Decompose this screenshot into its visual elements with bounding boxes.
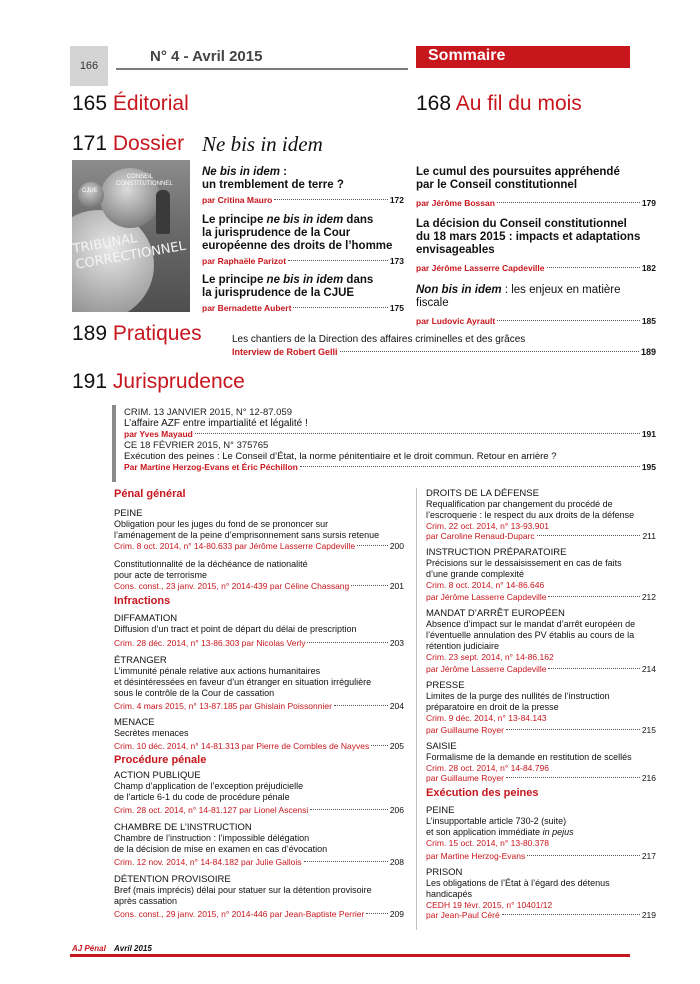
juris-title: L’affaire AZF entre impartialité et légalité ! — [124, 418, 308, 429]
section-number: 189 — [72, 322, 108, 345]
juris-entry-2[interactable] — [124, 440, 656, 472]
article-title: La décision du Conseil constitutionnel — [416, 218, 627, 230]
footer-journal: AJ Pénal — [72, 944, 106, 953]
man-figure — [156, 190, 170, 234]
entry-ref: Crim. 9 déc. 2014, n° 13-84.143 — [426, 713, 547, 723]
entry-page: 201 — [389, 581, 404, 591]
entry-page: 214 — [641, 664, 656, 674]
column-divider — [416, 488, 417, 930]
article-page: 195 — [641, 462, 656, 472]
article-title: Le principe — [202, 274, 267, 286]
subcategory: DÉTENTION PROVISOIRE — [114, 874, 231, 885]
article-page: 185 — [641, 316, 656, 326]
section-au-fil[interactable] — [416, 92, 582, 116]
subcategory: ÉTRANGER — [114, 655, 167, 666]
article-author: Interview de Robert Gelli — [232, 347, 338, 357]
dossier-illustration — [72, 160, 190, 312]
entry-text: pour acte de terrorisme — [114, 570, 208, 580]
jurisprudence-box — [112, 405, 656, 482]
subcategory: DROITS DE LA DÉFENSE — [426, 488, 539, 499]
entry-mandat[interactable] — [426, 608, 656, 674]
subcategory: PRESSE — [426, 680, 465, 691]
entry-peine[interactable] — [114, 508, 404, 551]
entry-page: 211 — [642, 531, 656, 541]
section-number: 168 — [416, 92, 452, 115]
article-author: par Critina Mauro — [202, 195, 273, 205]
entry-text: l’éventuelle annulation des PV établis au cours de la — [426, 630, 635, 640]
pratiques-article[interactable] — [232, 334, 656, 357]
juris-ref: CE 18 FÉVRIER 2015, N° 375765 — [124, 440, 269, 451]
entry-author: par Caroline Renaud-Duparc — [426, 531, 535, 541]
entry-instruction[interactable] — [426, 547, 656, 602]
ball-shape — [78, 182, 104, 208]
article-author: par Yves Mayaud — [124, 429, 193, 439]
entry-page: 217 — [641, 851, 656, 861]
entry-page: 204 — [389, 701, 404, 711]
section-number: 191 — [72, 370, 108, 393]
entry-ref: Crim. 28 oct. 2014, n° 14-84.796 — [426, 763, 549, 773]
entry-text: Secrètes menaces — [114, 728, 189, 738]
entry-page: 208 — [389, 857, 404, 867]
section-jurisprudence[interactable] — [72, 370, 245, 394]
entry-text: préparatoire en droit de la presse — [426, 702, 559, 712]
entry-saisie[interactable] — [426, 741, 656, 783]
entry-text: Limites de la purge des nullités de l’instruction — [426, 691, 610, 701]
category-heading: Exécution des peines — [426, 787, 539, 799]
entry-ref: Cons. const., 23 janv. 2015, n° 2014-439 par Céline Chassang — [114, 581, 350, 591]
section-label: Éditorial — [112, 92, 189, 115]
entry-constitutionnalite[interactable] — [114, 559, 404, 591]
entry-ref: Crim. 4 mars 2015, n° 13-87.185 par Ghislain Poissonnier — [114, 701, 332, 711]
section-number: 171 — [72, 132, 108, 155]
entry-page: 209 — [389, 909, 404, 919]
sommaire-banner: Sommaire — [416, 46, 630, 68]
article-page: 182 — [641, 263, 656, 273]
subcategory: MANDAT D’ARRÊT EUROPÉEN — [426, 608, 565, 619]
entry-page: 206 — [389, 805, 404, 815]
entry-ref: Cons. const., 29 janv. 2015, n° 2014-446 par Jean-Baptiste Perrier — [114, 909, 365, 919]
entry-ref: Crim. 23 sept. 2014, n° 14-86.162 — [426, 652, 554, 662]
entry-page: 205 — [389, 741, 404, 751]
entry-text: d’une grande complexité — [426, 569, 525, 579]
entry-diffamation[interactable] — [114, 613, 404, 648]
caption-cjue: CJUE — [82, 188, 98, 194]
article-title: un tremblement de terre ? — [202, 179, 344, 191]
entry-text: Les obligations de l’État à l’égard des détenus handicapés — [426, 878, 610, 899]
article-author: Par Martine Herzog-Evans et Éric Péchillon — [124, 462, 298, 472]
article-title: du 18 mars 2015 : impacts et adaptations — [416, 231, 641, 243]
subcategory: PEINE — [114, 508, 143, 519]
footer-rule-left — [70, 954, 418, 957]
article-author: par Jérôme Bossan — [416, 198, 495, 208]
issue-label: N° 4 - Avril 2015 — [116, 46, 408, 70]
entry-text: L’immunité pénale relative aux actions humanitaires — [114, 666, 321, 676]
entry-ref: Crim. 8 oct. 2014, n° 14-86.646 — [426, 580, 545, 590]
section-pratiques[interactable] — [72, 322, 202, 346]
article-author: par Bernadette Aubert — [202, 303, 292, 313]
category-heading: Pénal général — [114, 488, 186, 500]
article-author: par Ludovic Ayrault — [416, 316, 496, 326]
entry-ref: Crim. 22 oct. 2014, n° 13-93.901 — [426, 521, 549, 531]
entry-text: Diffusion d’un tract et point de départ du délai de prescription — [114, 624, 357, 634]
entry-author: par Guillaume Royer — [426, 773, 504, 783]
article-title: Les chantiers de la Direction des affaires criminelles et des grâces — [232, 334, 526, 345]
entry-page: 216 — [641, 773, 656, 783]
entry-text: Bref (mais imprécis) délai pour statuer sur la détention provisoire — [114, 885, 372, 895]
entry-ref: Crim. 15 oct. 2014, n° 13-80.378 — [426, 838, 549, 848]
article-author: par Raphaële Parizot — [202, 256, 287, 266]
entry-author: par Jérôme Lasserre Capdeville — [426, 664, 547, 674]
entry-droits-defense[interactable] — [426, 488, 656, 541]
caption-conseil: CONSEIL CONSTITUTIONNEL — [116, 174, 173, 187]
entry-text: et désintéressées en faveur d’un étranger en situation irrégulière — [114, 677, 372, 687]
entry-text: Précisions sur le dessaisissement en cas de faits — [426, 558, 622, 568]
category-heading: Infractions — [114, 595, 171, 607]
article-title: Le principe — [202, 214, 267, 226]
subcategory: INSTRUCTION PRÉPARATOIRE — [426, 547, 567, 558]
section-number: 165 — [72, 92, 108, 115]
section-editorial[interactable] — [72, 92, 189, 116]
article-title-italic: ne bis in idem — [266, 214, 344, 226]
article-title-italic: Ne bis in idem — [202, 166, 280, 178]
entry-ref: Crim. 8 oct. 2014, n° 14-80.633 par Jérôme Lasserre Capdeville — [114, 541, 356, 551]
dossier-article-3[interactable] — [202, 274, 404, 313]
juris-title: Exécution des peines : Le Conseil d’État, la norme pénitentiaire et le droit commun. Retour en arrière ? — [124, 451, 557, 462]
article-title: : — [279, 166, 287, 178]
article-title: envisageables — [416, 244, 495, 256]
article-page: 173 — [389, 256, 404, 266]
entry-etranger[interactable] — [114, 655, 404, 711]
dossier-article-6[interactable] — [416, 284, 656, 326]
subcategory: ACTION PUBLIQUE — [114, 770, 201, 781]
entry-chambre[interactable] — [114, 822, 404, 867]
page-number: 166 — [79, 60, 99, 72]
category-heading: Procédure pénale — [114, 754, 207, 766]
article-title: la jurisprudence de la CJUE — [202, 287, 355, 299]
entry-ref: Crim. 28 déc. 2014, n° 13-86.303 par Nicolas Verly — [114, 638, 306, 648]
subcategory: PRISON — [426, 867, 463, 878]
entry-author: par Martine Herzog-Evans — [426, 851, 526, 861]
entry-action-publique[interactable] — [114, 770, 404, 815]
entry-text-italic: in pejus — [542, 827, 574, 837]
article-title: européenne des droits de l’homme — [202, 240, 393, 252]
entry-text: Formalisme de la demande en restitution de scellés — [426, 752, 632, 762]
left-column — [114, 488, 404, 919]
article-page: 172 — [389, 195, 404, 205]
section-dossier[interactable] — [72, 132, 184, 156]
article-author: par Jérôme Lasserre Capdeville — [416, 263, 545, 273]
article-title: dans — [343, 214, 374, 226]
article-title: par le Conseil constitutionnel — [416, 179, 578, 191]
entry-page: 203 — [389, 638, 404, 648]
entry-text: de l’article 6-1 du code de procédure pénale — [114, 792, 290, 802]
entry-author: par Guillaume Royer — [426, 725, 504, 735]
article-page: 179 — [641, 198, 656, 208]
article-page: 189 — [640, 347, 656, 357]
juris-ref: CRIM. 13 JANVIER 2015, N° 12-87.059 — [124, 407, 293, 418]
article-title: Le cumul des poursuites appréhendé — [416, 166, 620, 178]
entry-page: 219 — [641, 910, 656, 920]
entry-page: 215 — [641, 725, 656, 735]
dossier-article-5[interactable] — [416, 218, 656, 273]
entry-page: 212 — [641, 592, 656, 602]
entry-menace[interactable] — [114, 717, 404, 751]
entry-text: Obligation pour les juges du fond de se prononcer sur — [114, 519, 329, 529]
entry-text: rétention judiciaire — [426, 641, 500, 651]
entry-ref: Crim. 12 nov. 2014, n° 14-84.182 par Julie Gallois — [114, 857, 302, 867]
entry-text: l’escroquerie : le respect du aux droits de la défense — [426, 510, 635, 520]
article-title: dans — [343, 274, 374, 286]
subcategory: SAISIE — [426, 741, 457, 752]
dossier-article-2[interactable] — [202, 214, 404, 266]
subcategory: DIFFAMATION — [114, 613, 178, 624]
dossier-article-4[interactable] — [416, 166, 656, 208]
section-label: Dossier — [112, 132, 185, 155]
entry-detention[interactable] — [114, 874, 404, 919]
entry-text: sous le contrôle de la Cour de cassation — [114, 688, 275, 698]
entry-text: de la décision de mise en examen en cas d’évocation — [114, 844, 328, 854]
dossier-article-1[interactable] — [202, 166, 404, 205]
article-title-italic: ne bis in idem — [266, 274, 344, 286]
footer-date: Avril 2015 — [114, 944, 152, 953]
section-label: Pratiques — [112, 322, 202, 345]
article-title: la jurisprudence de la Cour — [202, 227, 351, 239]
page-number-badge — [70, 46, 108, 86]
dossier-subtitle: Ne bis in idem — [202, 132, 323, 156]
entry-text: L’insupportable article 730-2 (suite) — [426, 816, 567, 826]
entry-text: Constitutionnalité de la déchéance de nationalité — [114, 559, 308, 569]
footer-rule-right — [416, 954, 630, 957]
right-column — [426, 488, 656, 920]
subcategory: PEINE — [426, 805, 455, 816]
entry-author: par Jean-Paul Céré — [426, 910, 500, 920]
caption-tribunal: TRIBUNAL CORRECTIONNEL — [72, 231, 188, 273]
juris-entry-1[interactable] — [124, 407, 656, 439]
entry-page: 200 — [389, 541, 404, 551]
subcategory: CHAMBRE DE L’INSTRUCTION — [114, 822, 252, 833]
section-label: Au fil du mois — [455, 92, 582, 115]
entry-text: et son application immédiate — [426, 827, 543, 837]
article-title: : les enjeux en matière fiscale — [416, 284, 621, 309]
entry-prison[interactable] — [426, 867, 656, 920]
entry-text: après cassation — [114, 896, 178, 906]
entry-text: Chambre de l’instruction : l’impossible délégation — [114, 833, 310, 843]
entry-text: Requalification par changement du procédé de — [426, 499, 613, 509]
entry-presse[interactable] — [426, 680, 656, 735]
entry-ref: Crim. 28 oct. 2014, n° 14-81.127 par Lionel Ascensi — [114, 805, 309, 815]
article-page: 175 — [389, 303, 404, 313]
entry-text: l’aménagement de la peine d’emprisonnement sans sursis retenue — [114, 530, 380, 540]
entry-ref: CEDH 19 févr. 2015, n° 10401/12 — [426, 900, 553, 910]
entry-text: Absence d’impact sur le mandat d’arrêt européen de — [426, 619, 636, 629]
entry-peine-2[interactable] — [426, 805, 656, 861]
article-title-italic: Non bis in idem — [416, 284, 502, 296]
subcategory: MENACE — [114, 717, 155, 728]
article-page: 191 — [641, 429, 656, 439]
entry-ref: Crim. 10 déc. 2014, n° 14-81.313 par Pierre de Combles de Nayves — [114, 741, 370, 751]
section-label: Jurisprudence — [112, 370, 245, 393]
entry-author: par Jérôme Lasserre Capdeville — [426, 592, 547, 602]
entry-text: Champ d’application de l’exception préjudicielle — [114, 781, 304, 791]
